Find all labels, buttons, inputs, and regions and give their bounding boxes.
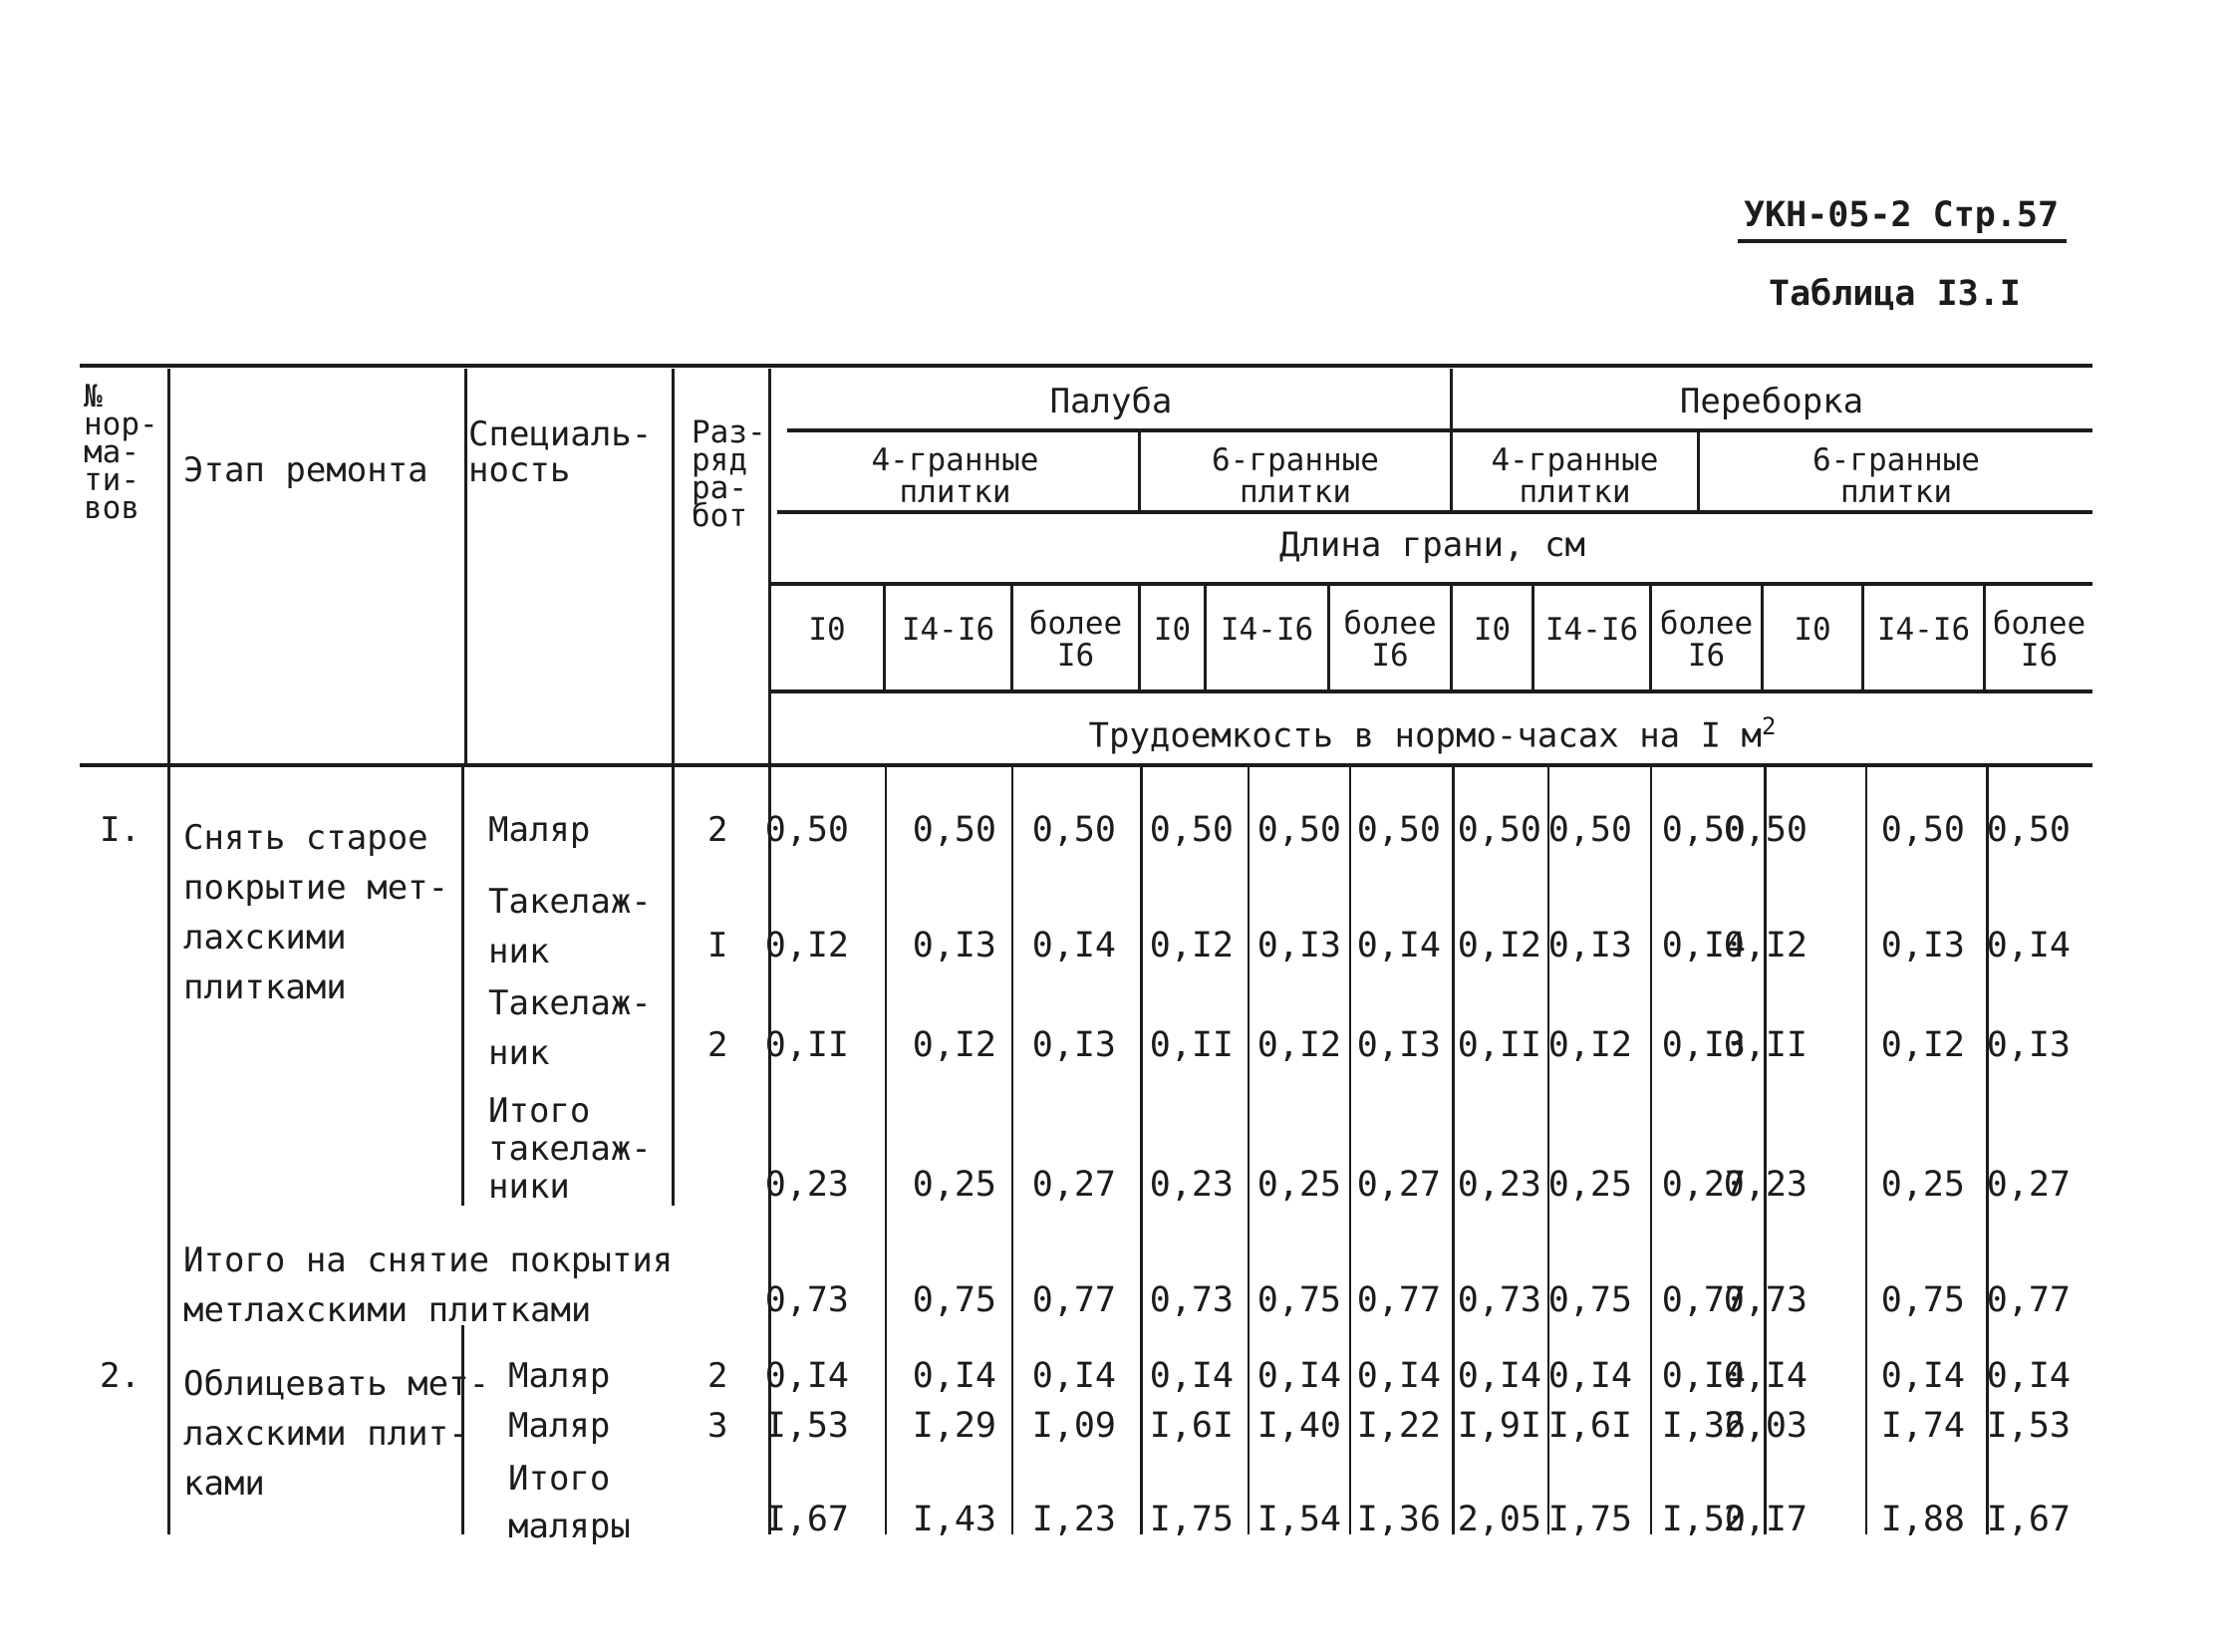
row-grade: 2 [707, 1025, 728, 1065]
value-cell: I,75 [1149, 1500, 1234, 1539]
value-cell: 0,25 [1547, 1165, 1632, 1205]
value-cell: 0,I4 [1457, 1356, 1541, 1396]
row-grade: 2 [707, 810, 728, 850]
value-cell: 0,II [1457, 1025, 1541, 1065]
value-cell: I,67 [764, 1500, 849, 1539]
value-cell: 0,75 [1547, 1280, 1632, 1320]
value-cell: 0,77 [1031, 1280, 1116, 1320]
value-cell: 0,I2 [1723, 926, 1807, 965]
value-cell: 0,77 [1986, 1280, 2071, 1320]
size-header: I4-I6 [901, 612, 995, 648]
row-specialty: Такелаж- ник [488, 882, 652, 971]
row-grade: 2 [707, 1356, 728, 1396]
rule-sizes [769, 689, 2092, 693]
value-cell: 0,I3 [1256, 926, 1341, 965]
value-cell: I,43 [912, 1500, 996, 1539]
value-cell: 0,I2 [1256, 1025, 1341, 1065]
value-cell: I,09 [1031, 1406, 1116, 1446]
table-title: Таблица I3.I [1769, 274, 2021, 314]
value-cell: 0,I3 [1661, 1025, 1746, 1065]
value-cell: 0,I4 [1547, 1356, 1632, 1396]
rule-edge [769, 582, 2092, 586]
value-cell: I,6I [1547, 1406, 1632, 1446]
rule-header-bottom [80, 763, 2092, 767]
value-cell: 0,I4 [1723, 1356, 1807, 1396]
value-cell: 2,05 [1457, 1500, 1541, 1539]
labor-header-sup: 2 [1762, 712, 1777, 740]
row-specialty: Маляр [488, 810, 591, 850]
row-stage: Облицевать мет- лахскими плит- ками [183, 1364, 490, 1504]
value-cell: 0,I2 [1149, 926, 1234, 965]
value-cell: 0,I4 [1880, 1356, 1965, 1396]
value-cell: 0,25 [912, 1165, 996, 1205]
value-cell: 0,I3 [912, 926, 996, 965]
size-header: I0 [1794, 612, 1831, 648]
value-cell: I,53 [1986, 1406, 2071, 1446]
value-cell: 0,I2 [1457, 926, 1541, 965]
value-cell: 0,77 [1356, 1280, 1441, 1320]
value-cell: 0,50 [1661, 810, 1746, 850]
size-header: I4-I6 [1220, 612, 1314, 648]
row-grade: I [707, 926, 728, 965]
value-cell: 0,I3 [1031, 1025, 1116, 1065]
document-code-underline [1738, 239, 2067, 243]
value-cell: 0,I4 [1356, 926, 1441, 965]
value-cell: 0,73 [1723, 1280, 1807, 1320]
value-cell: 0,I2 [1547, 1025, 1632, 1065]
value-cell: I,75 [1547, 1500, 1632, 1539]
value-cell: 0,27 [1031, 1165, 1116, 1205]
edge-length-header: Длина грани, см [1278, 525, 1586, 565]
value-cell: 0,73 [764, 1280, 849, 1320]
column-header-stage: Этап ремонта [183, 450, 428, 490]
subheader-bulk-tile6: 6-гранные плитки [1812, 442, 1980, 510]
size-header: I0 [1473, 612, 1512, 648]
labor-header-text: Трудоемкость в нормо-часах на I м [1088, 715, 1763, 756]
value-cell: 0,50 [1457, 810, 1541, 850]
body-vrule-1 [167, 767, 170, 1534]
value-cell: 0,II [1723, 1025, 1807, 1065]
value-cell: I,67 [1986, 1500, 2071, 1539]
value-cell: 0,I3 [1356, 1025, 1441, 1065]
rule-top [80, 364, 2092, 368]
value-cell: 0,II [764, 1025, 849, 1065]
value-cell: 0,50 [1880, 810, 1965, 850]
value-cell: 0,50 [1547, 810, 1632, 850]
value-cell: 0,I4 [1661, 926, 1746, 965]
value-cell: 0,I4 [912, 1356, 996, 1396]
value-cell: 0,23 [764, 1165, 849, 1205]
size-header: более I6 [1659, 606, 1754, 674]
value-cell: 0,I4 [1986, 926, 2071, 965]
value-cell: 0,27 [1356, 1165, 1441, 1205]
size-header: I0 [1153, 612, 1192, 648]
value-cell: 0,II [1149, 1025, 1234, 1065]
value-cell: 0,50 [1256, 810, 1341, 850]
row-specialty: Маляр [508, 1356, 611, 1396]
value-cell: 0,I4 [1356, 1356, 1441, 1396]
value-cell: 0,77 [1661, 1280, 1746, 1320]
value-cell: 2,03 [1723, 1406, 1807, 1446]
value-cell: 0,50 [1723, 810, 1807, 850]
value-cell: I,50 [1661, 1500, 1746, 1539]
value-cell: 0,50 [1986, 810, 2071, 850]
value-cell: 0,I4 [1031, 1356, 1116, 1396]
value-cell: 0,I4 [1031, 926, 1116, 965]
value-cell: 0,50 [1031, 810, 1116, 850]
value-cell: 0,50 [764, 810, 849, 850]
value-cell: 0,75 [1880, 1280, 1965, 1320]
rule-group [787, 428, 2092, 432]
row-specialty: Маляр [508, 1406, 611, 1446]
value-cell: 0,23 [1723, 1165, 1807, 1205]
value-cell: 0,75 [1256, 1280, 1341, 1320]
value-cell: 0,50 [1356, 810, 1441, 850]
subheader-deck-tile4: 4-гранные плитки [871, 442, 1039, 510]
value-cell: 0,I3 [1880, 926, 1965, 965]
value-cell: I,36 [1356, 1500, 1441, 1539]
value-cell: 0,I4 [1986, 1356, 2071, 1396]
body-vrule-3 [672, 767, 675, 1206]
value-cell: I,29 [912, 1406, 996, 1446]
row-no: 2. [100, 1356, 140, 1396]
size-header: I4-I6 [1876, 612, 1971, 648]
value-cell: 0,I4 [764, 1356, 849, 1396]
value-cell: 0,I4 [1149, 1356, 1234, 1396]
body-vrule-2a [461, 767, 464, 1206]
rule-tiles [777, 510, 2092, 514]
value-cell: 0,25 [1880, 1165, 1965, 1205]
vrule-3 [672, 369, 675, 763]
value-cell: 0,I4 [1661, 1356, 1746, 1396]
value-cell: 0,73 [1149, 1280, 1234, 1320]
column-header-norm-no: № нор- ма- ти- вов [84, 379, 158, 526]
vrule-labor [768, 691, 771, 763]
value-cell: I,74 [1880, 1406, 1965, 1446]
row-specialty: Такелаж- ник [488, 983, 652, 1073]
row-no: I. [100, 810, 140, 850]
vrule-1 [167, 369, 170, 763]
value-cell: 0,25 [1256, 1165, 1341, 1205]
value-cell: I,6I [1149, 1406, 1234, 1446]
group-header-bulkhead: Переборка [1679, 382, 1864, 421]
column-header-specialty: Специаль- ность [468, 414, 653, 490]
document-code: УКН-05-2 Стр.57 [1744, 195, 2060, 235]
value-cell: 0,I3 [1547, 926, 1632, 965]
row-stage: Снять старое покрытие мет- лахскими плитками [183, 818, 449, 1007]
labor-header [772, 709, 2092, 756]
vrule-2 [464, 369, 467, 763]
row-specialty: Итого такелаж- ники [488, 1091, 652, 1207]
size-header: I4-I6 [1544, 612, 1639, 648]
size-header: более I6 [1992, 606, 2086, 674]
value-cell: I,23 [1031, 1500, 1116, 1539]
value-cell: 0,23 [1457, 1165, 1541, 1205]
value-cell: 0,I2 [764, 926, 849, 965]
column-header-grade: Раз- ряд ра- бот [692, 414, 766, 534]
row-specialty: Итого маляры [508, 1459, 631, 1546]
value-cell: I,88 [1880, 1500, 1965, 1539]
value-cell: 0,75 [912, 1280, 996, 1320]
value-cell: 0,50 [1149, 810, 1234, 850]
value-cell: I,22 [1356, 1406, 1441, 1446]
size-header: I0 [808, 612, 846, 648]
value-cell: 0,27 [1986, 1165, 2071, 1205]
value-cell: 0,27 [1661, 1165, 1746, 1205]
value-cell: 0,I3 [1986, 1025, 2071, 1065]
value-cell: 2,I7 [1723, 1500, 1807, 1539]
size-header: более I6 [1028, 606, 1123, 674]
value-cell: I,40 [1256, 1406, 1341, 1446]
group-header-deck: Палуба [1049, 382, 1173, 421]
value-cell: 0,50 [912, 810, 996, 850]
value-cell: 0,I2 [1880, 1025, 1965, 1065]
value-cell: I,9I [1457, 1406, 1541, 1446]
size-header: более I6 [1343, 606, 1437, 674]
value-cell: I,36 [1661, 1406, 1746, 1446]
value-cell: 0,I2 [912, 1025, 996, 1065]
row-grade: 3 [707, 1406, 728, 1446]
value-cell: I,53 [764, 1406, 849, 1446]
value-cell: I,54 [1256, 1500, 1341, 1539]
value-cell: 0,I4 [1256, 1356, 1341, 1396]
value-cell: 0,73 [1457, 1280, 1541, 1320]
row-subtotal-label: Итого на снятие покрытия метлахскими плитками [183, 1240, 674, 1330]
value-cell: 0,23 [1149, 1165, 1234, 1205]
subheader-bulk-tile4: 4-гранные плитки [1491, 442, 1659, 510]
subheader-deck-tile6: 6-гранные плитки [1212, 442, 1379, 510]
